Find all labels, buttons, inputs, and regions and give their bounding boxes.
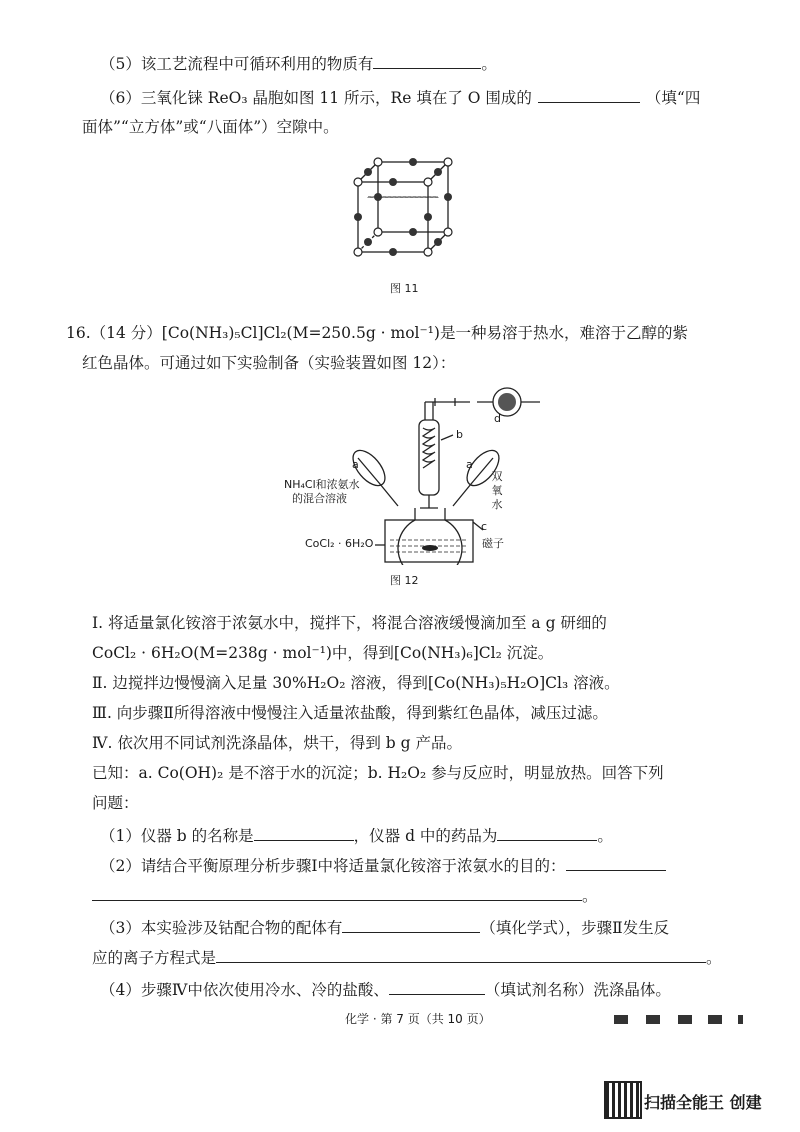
step2: Ⅱ. 边搅拌边慢慢滴入足量 30%H₂O₂ 溶液，得到[Co(NH₃)₅H₂O]Cl₃ 溶液。 bbox=[92, 674, 620, 692]
label-cocl2: CoCl₂ · 6H₂O bbox=[305, 537, 374, 550]
label-d: d bbox=[494, 412, 501, 425]
answer-blank[interactable] bbox=[497, 824, 597, 841]
known-line1: 已知：a. Co(OH)₂ 是不溶于水的沉淀；b. H₂O₂ 参与反应时，明显放热。回答下列 bbox=[92, 764, 664, 782]
qr-code-icon bbox=[604, 1081, 642, 1119]
footer-mark bbox=[738, 1015, 743, 1024]
answer-blank[interactable] bbox=[566, 854, 666, 871]
label-right-solution: 双 氧 水 bbox=[491, 470, 503, 511]
page-footer: 化学 · 第 7 页（共 10 页） bbox=[345, 1012, 491, 1026]
step1-line1: Ⅰ. 将适量氯化铵溶于浓氨水中，搅拌下，将混合溶液缓慢滴加至 a g 研细的 bbox=[92, 614, 607, 632]
answer-blank[interactable] bbox=[389, 978, 485, 995]
sub-question-4: （4）步骤Ⅳ中依次使用冷水、冷的盐酸、 （填试剂名称）洗涤晶体。 bbox=[100, 978, 671, 1001]
label-magnet: 磁子 bbox=[482, 537, 504, 550]
q16-intro-line2: 红色晶体。可通过如下实验制备（实验装置如图 12）： bbox=[82, 354, 456, 372]
step1-line2: CoCl₂ · 6H₂O(M=238g · mol⁻¹)中，得到[Co(NH₃)₆]Cl₂ 沉淀。 bbox=[92, 644, 554, 662]
answer-blank[interactable] bbox=[92, 884, 582, 901]
step3: Ⅲ. 向步骤Ⅱ所得溶液中慢慢注入适量浓盐酸，得到紫红色晶体，减压过滤。 bbox=[92, 704, 608, 722]
scanner-brand: 扫描全能王 创建 bbox=[644, 1093, 762, 1112]
footer-mark bbox=[678, 1015, 692, 1024]
q15-part6: （6）三氧化铼 ReO₃ 晶胞如图 11 所示，Re 填在了 O 围成的 （填“四 bbox=[100, 86, 700, 109]
q15-part6-cont: 面体”“立方体”或“八面体”）空隙中。 bbox=[82, 118, 339, 136]
step4: Ⅳ. 依次用不同试剂洗涤晶体，烘干，得到 b g 产品。 bbox=[92, 734, 462, 752]
sub-question-1: （1）仪器 b 的名称是 ，仪器 d 中的药品为 。 bbox=[100, 824, 613, 847]
footer-mark bbox=[614, 1015, 628, 1024]
sub-question-3: （3）本实验涉及钴配合物的配体有 （填化学式），步骤Ⅱ发生反 bbox=[100, 916, 669, 939]
answer-blank[interactable] bbox=[254, 824, 354, 841]
footer-mark bbox=[708, 1015, 722, 1024]
label-c: c bbox=[481, 520, 488, 533]
fig12-caption: 图 12 bbox=[390, 574, 419, 587]
answer-blank[interactable] bbox=[216, 946, 706, 963]
fig11-caption: 图 11 bbox=[390, 282, 419, 295]
label-a-right: a bbox=[466, 458, 473, 471]
label-b: b bbox=[456, 428, 463, 441]
q16-intro-line1: 16.（14 分）[Co(NH₃)₅Cl]Cl₂(M=250.5g · mol⁻¹)是一种易溶于热水，难溶于乙醇的紫 bbox=[66, 324, 688, 342]
sub-question-2-cont: 。 bbox=[92, 884, 598, 907]
footer-mark bbox=[646, 1015, 660, 1024]
answer-blank[interactable] bbox=[342, 916, 480, 933]
sub-question-2: （2）请结合平衡原理分析步骤Ⅰ中将适量氯化铵溶于浓氨水的目的： bbox=[100, 854, 666, 877]
known-line2: 问题： bbox=[92, 794, 139, 812]
answer-blank[interactable] bbox=[373, 52, 481, 69]
label-left-solution: NH₄Cl和浓氨水 的混合溶液 bbox=[284, 478, 360, 505]
label-a-left: a bbox=[352, 458, 359, 471]
sub-question-3-cont: 应的离子方程式是 。 bbox=[92, 946, 722, 969]
fig11-crystal-cell bbox=[340, 150, 470, 270]
q15-part5: （5）该工艺流程中可循环利用的物质有 。 bbox=[100, 52, 497, 75]
answer-blank[interactable] bbox=[538, 86, 640, 103]
